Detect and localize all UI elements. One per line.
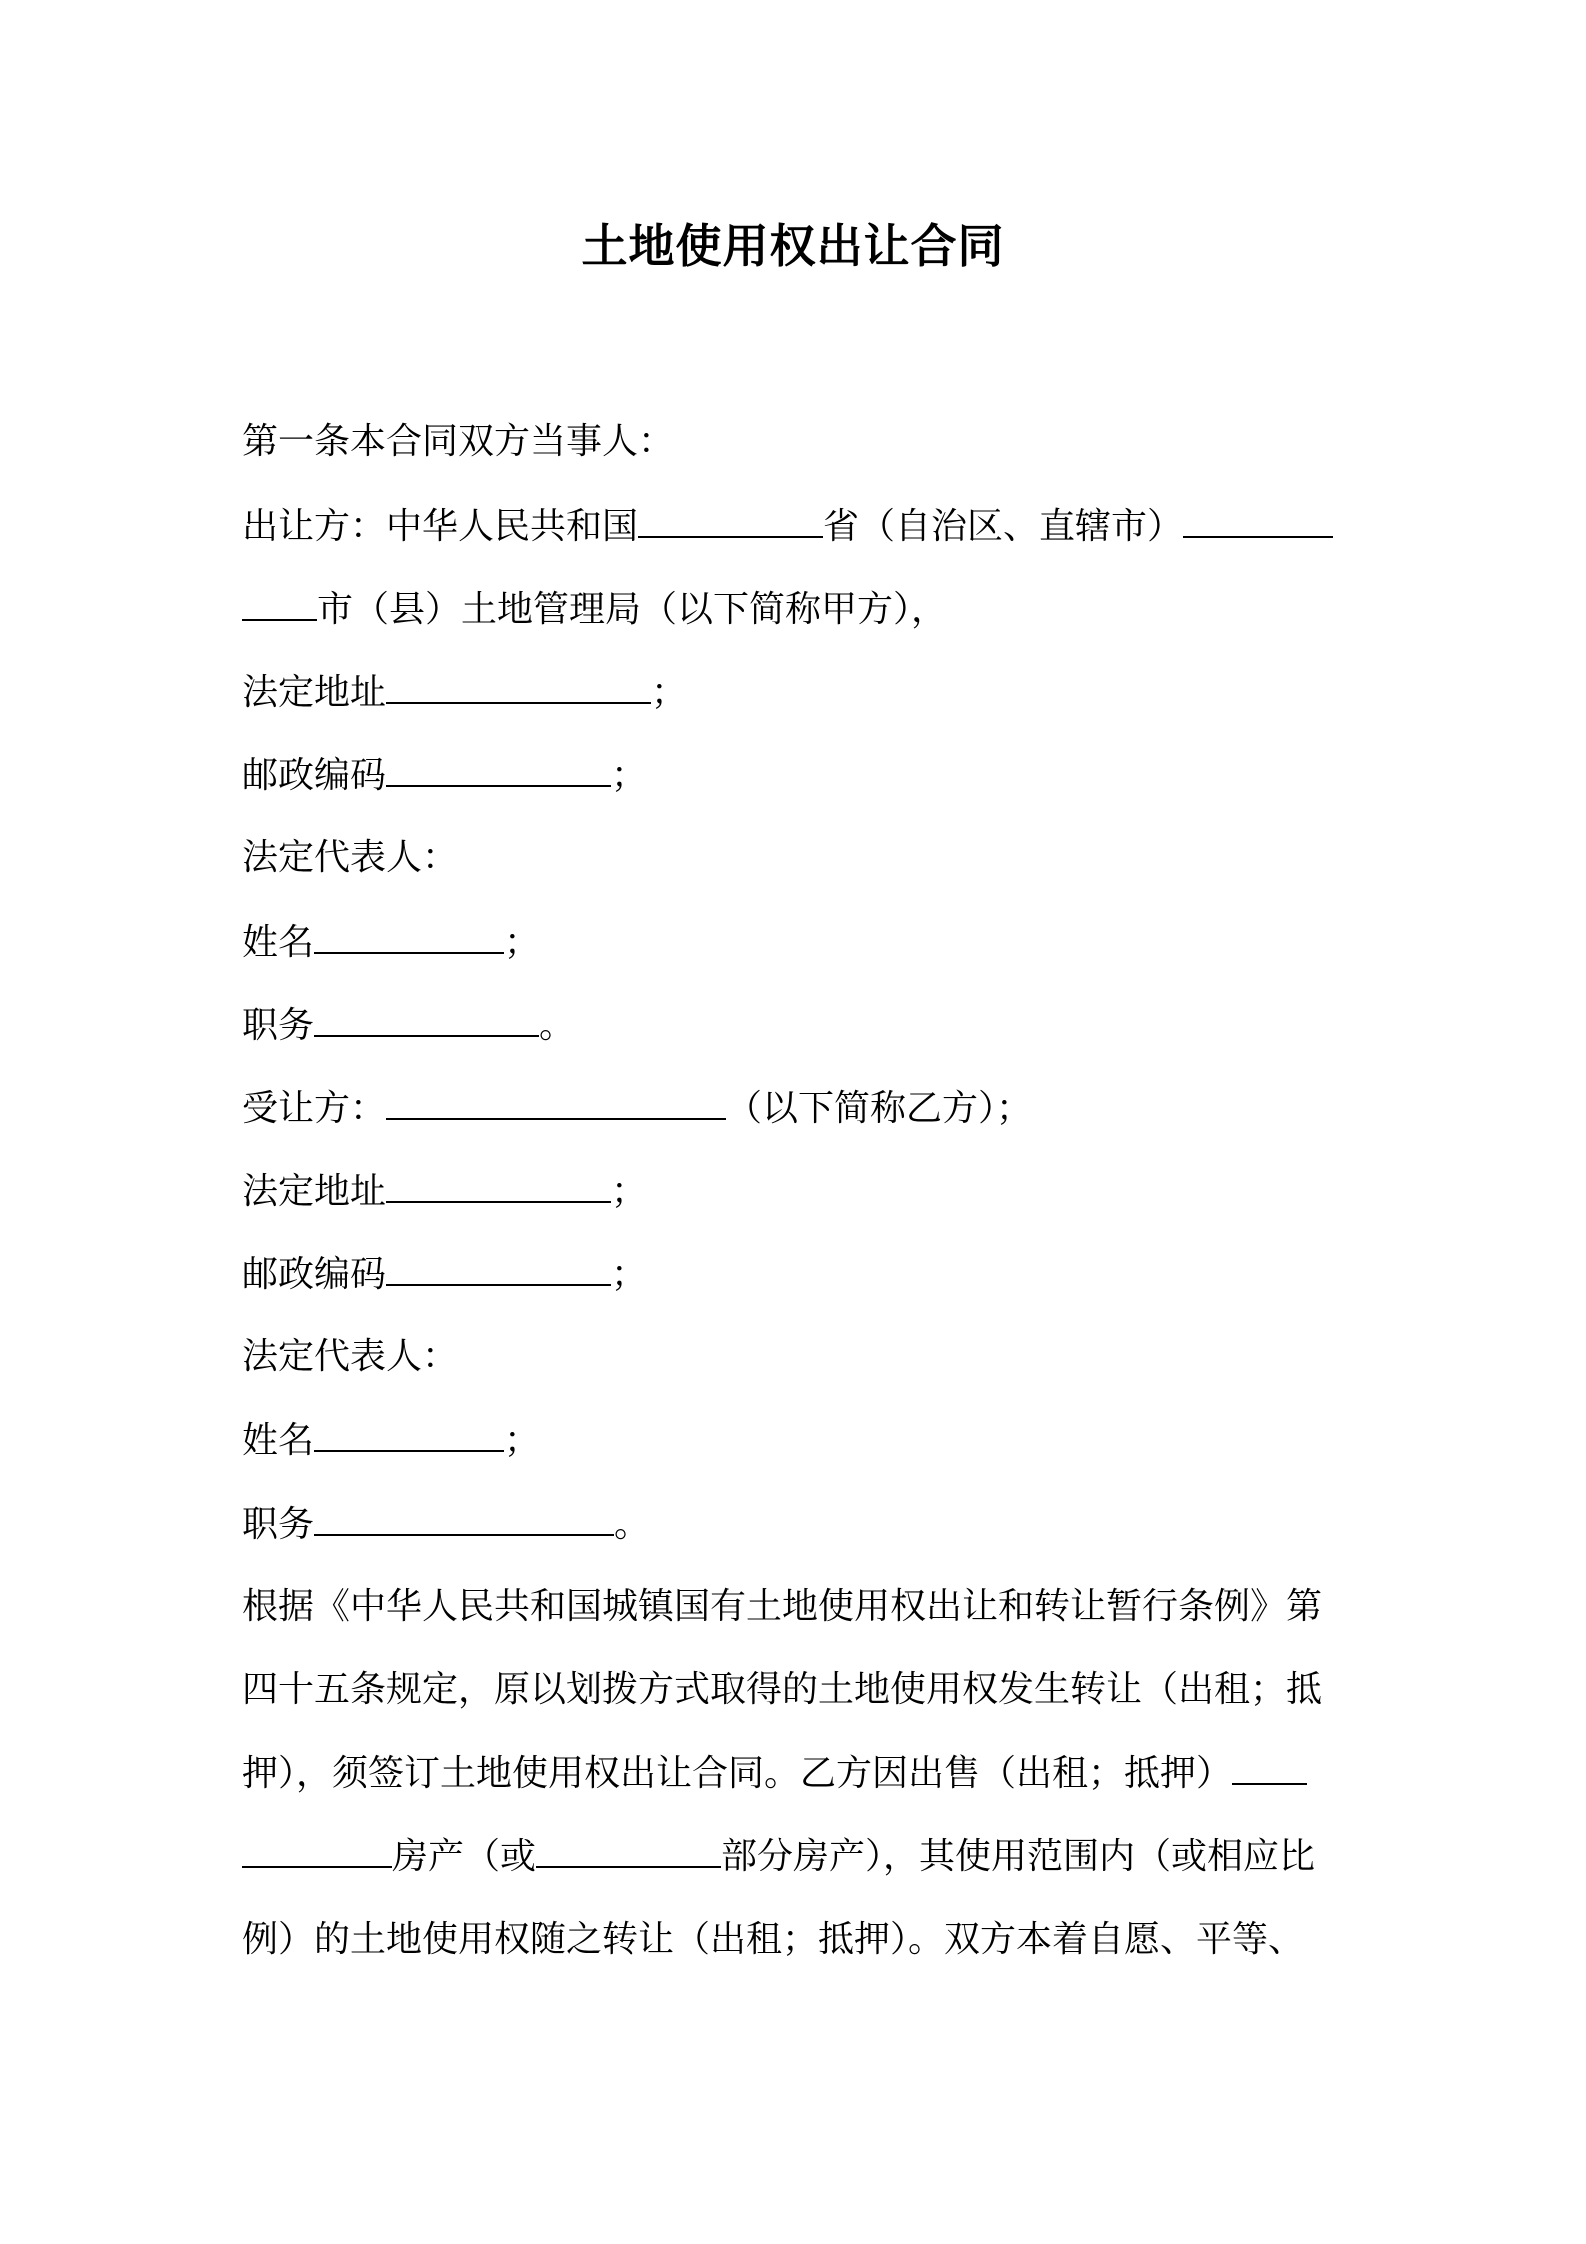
fill-in-blank[interactable] (1183, 502, 1333, 538)
fill-in-blank[interactable] (314, 1001, 539, 1037)
fill-in-blank[interactable] (386, 1250, 611, 1286)
line-text: 押），须签订土地使用权出让合同。乙方因出售（出租；抵押） (242, 1753, 1233, 1794)
text-line (242, 1001, 575, 1050)
line-text: 邮政编码 (242, 755, 387, 796)
line-text: 省（自治区、直辖市） (823, 506, 1184, 547)
text-line (242, 834, 458, 882)
text-line (242, 1583, 1322, 1631)
line-text: ； (611, 1254, 648, 1295)
fill-in-blank[interactable] (386, 1084, 726, 1120)
line-text: 法定代表人： (242, 1336, 459, 1377)
text-line (242, 1916, 1304, 1964)
line-text: ； (504, 922, 541, 963)
line-text: 姓名 (242, 1420, 315, 1461)
line-text: 房产（或 (392, 1836, 537, 1877)
line-text: 法定代表人： (242, 837, 459, 878)
document-title: 土地使用权出让合同 (581, 219, 1005, 273)
fill-in-blank[interactable] (242, 585, 317, 621)
text-line (242, 1084, 1032, 1133)
line-text: 职务 (242, 1005, 315, 1046)
fill-in-blank[interactable] (386, 668, 651, 704)
text-line (242, 1749, 1307, 1798)
text-line (242, 1250, 647, 1299)
fill-in-blank[interactable] (536, 1832, 721, 1868)
text-line (242, 1333, 458, 1381)
text-line (242, 1416, 540, 1465)
line-text: ； (611, 755, 648, 796)
line-text: 。 (539, 1005, 576, 1046)
fill-in-blank[interactable] (242, 1832, 392, 1868)
line-text: 受让方： (242, 1088, 387, 1129)
line-text: 根据《中华人民共和国城镇国有土地使用权出让和转让暂行条例》第 (242, 1586, 1323, 1627)
line-text: ； (504, 1420, 541, 1461)
fill-in-blank[interactable] (314, 1416, 504, 1452)
line-text: （以下简称乙方）； (726, 1088, 1033, 1129)
text-line (242, 1832, 1315, 1881)
line-text: ； (611, 1171, 648, 1212)
line-text: 市（县）土地管理局（以下简称甲方）， (317, 589, 948, 630)
line-text: 职务 (242, 1504, 315, 1545)
line-text: 法定地址 (242, 672, 387, 713)
text-line (242, 1666, 1322, 1714)
text-line (242, 1500, 650, 1549)
text-line (242, 418, 674, 466)
fill-in-blank[interactable] (386, 1167, 611, 1203)
text-line (242, 502, 1333, 551)
text-line (242, 668, 687, 717)
line-text: 部分房产），其使用范围内（或相应比 (721, 1836, 1316, 1877)
line-text: 四十五条规定，原以划拨方式取得的土地使用权发生转让（出租；抵 (242, 1669, 1323, 1710)
line-text: ； (651, 672, 688, 713)
fill-in-blank[interactable] (314, 918, 504, 954)
line-text: 邮政编码 (242, 1254, 387, 1295)
fill-in-blank[interactable] (638, 502, 823, 538)
line-text: 法定地址 (242, 1171, 387, 1212)
line-text: 。 (614, 1504, 651, 1545)
line-text: 姓名 (242, 922, 315, 963)
fill-in-blank[interactable] (386, 751, 611, 787)
line-text: 出让方：中华人民共和国 (242, 506, 639, 547)
text-line (242, 1167, 647, 1216)
text-line (242, 918, 540, 967)
text-line (242, 751, 647, 800)
line-text: 例）的土地使用权随之转让（出租；抵押）。双方本着自愿、平等、 (242, 1919, 1305, 1960)
text-line (242, 585, 947, 634)
fill-in-blank[interactable] (1232, 1749, 1307, 1785)
fill-in-blank[interactable] (314, 1500, 614, 1536)
line-text: 第一条本合同双方当事人： (242, 421, 675, 462)
